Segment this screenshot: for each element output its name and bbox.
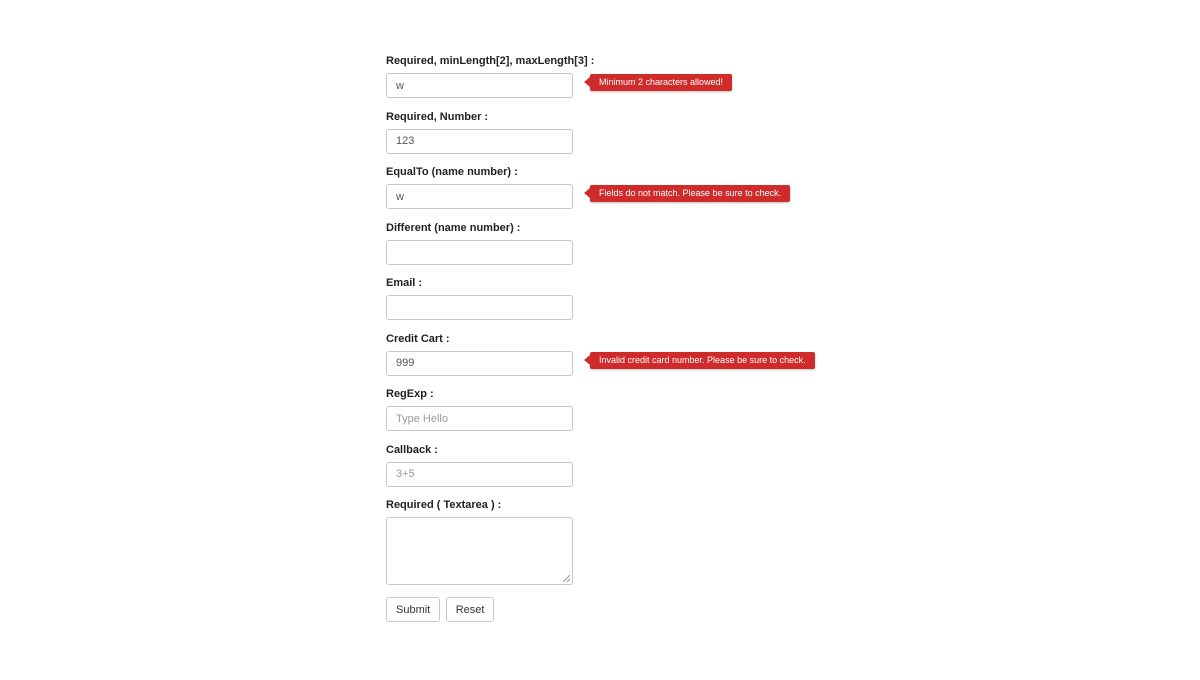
field-textarea [386,498,846,585]
number-input[interactable] [386,129,573,154]
field-email [386,276,846,332]
field-label: RegExp : [386,388,434,400]
field-minlength [386,54,846,110]
field-label: Required, Number : [386,110,489,123]
field-callback [386,443,846,499]
submit-button[interactable]: Submit [386,597,440,622]
callback-input[interactable] [386,462,573,487]
field-label: Required, minLength[2], maxLength[3] : [386,55,595,67]
equalto-input[interactable] [386,184,573,209]
minlength-input[interactable] [386,73,573,98]
required-textarea[interactable] [386,517,573,585]
credit-card-input[interactable] [386,351,573,376]
error-tooltip: Minimum 2 characters allowed! [590,74,732,91]
field-regexp [386,387,846,443]
field-label: Different (name number) : [386,221,521,234]
field-equalto [386,165,846,221]
regexp-input[interactable] [386,406,573,431]
field-different [386,221,846,277]
field-number [386,110,846,166]
different-input[interactable] [386,240,573,265]
field-label: Callback : [386,443,438,456]
resize-grip-icon[interactable] [563,575,570,582]
field-label: Required ( Textarea ) : [386,499,502,511]
form-actions [386,597,495,622]
reset-button[interactable]: Reset [446,597,495,622]
error-tooltip: Fields do not match. Please be sure to check. [590,185,790,202]
field-label: Email : [386,277,423,289]
field-credit-card [386,332,846,388]
validation-form [386,54,846,616]
field-label: EqualTo (name number) : [386,166,518,178]
email-input[interactable] [386,295,573,320]
error-tooltip: Invalid credit card number. Please be sure to check. [590,352,815,369]
field-label: Credit Cart : [386,332,450,345]
